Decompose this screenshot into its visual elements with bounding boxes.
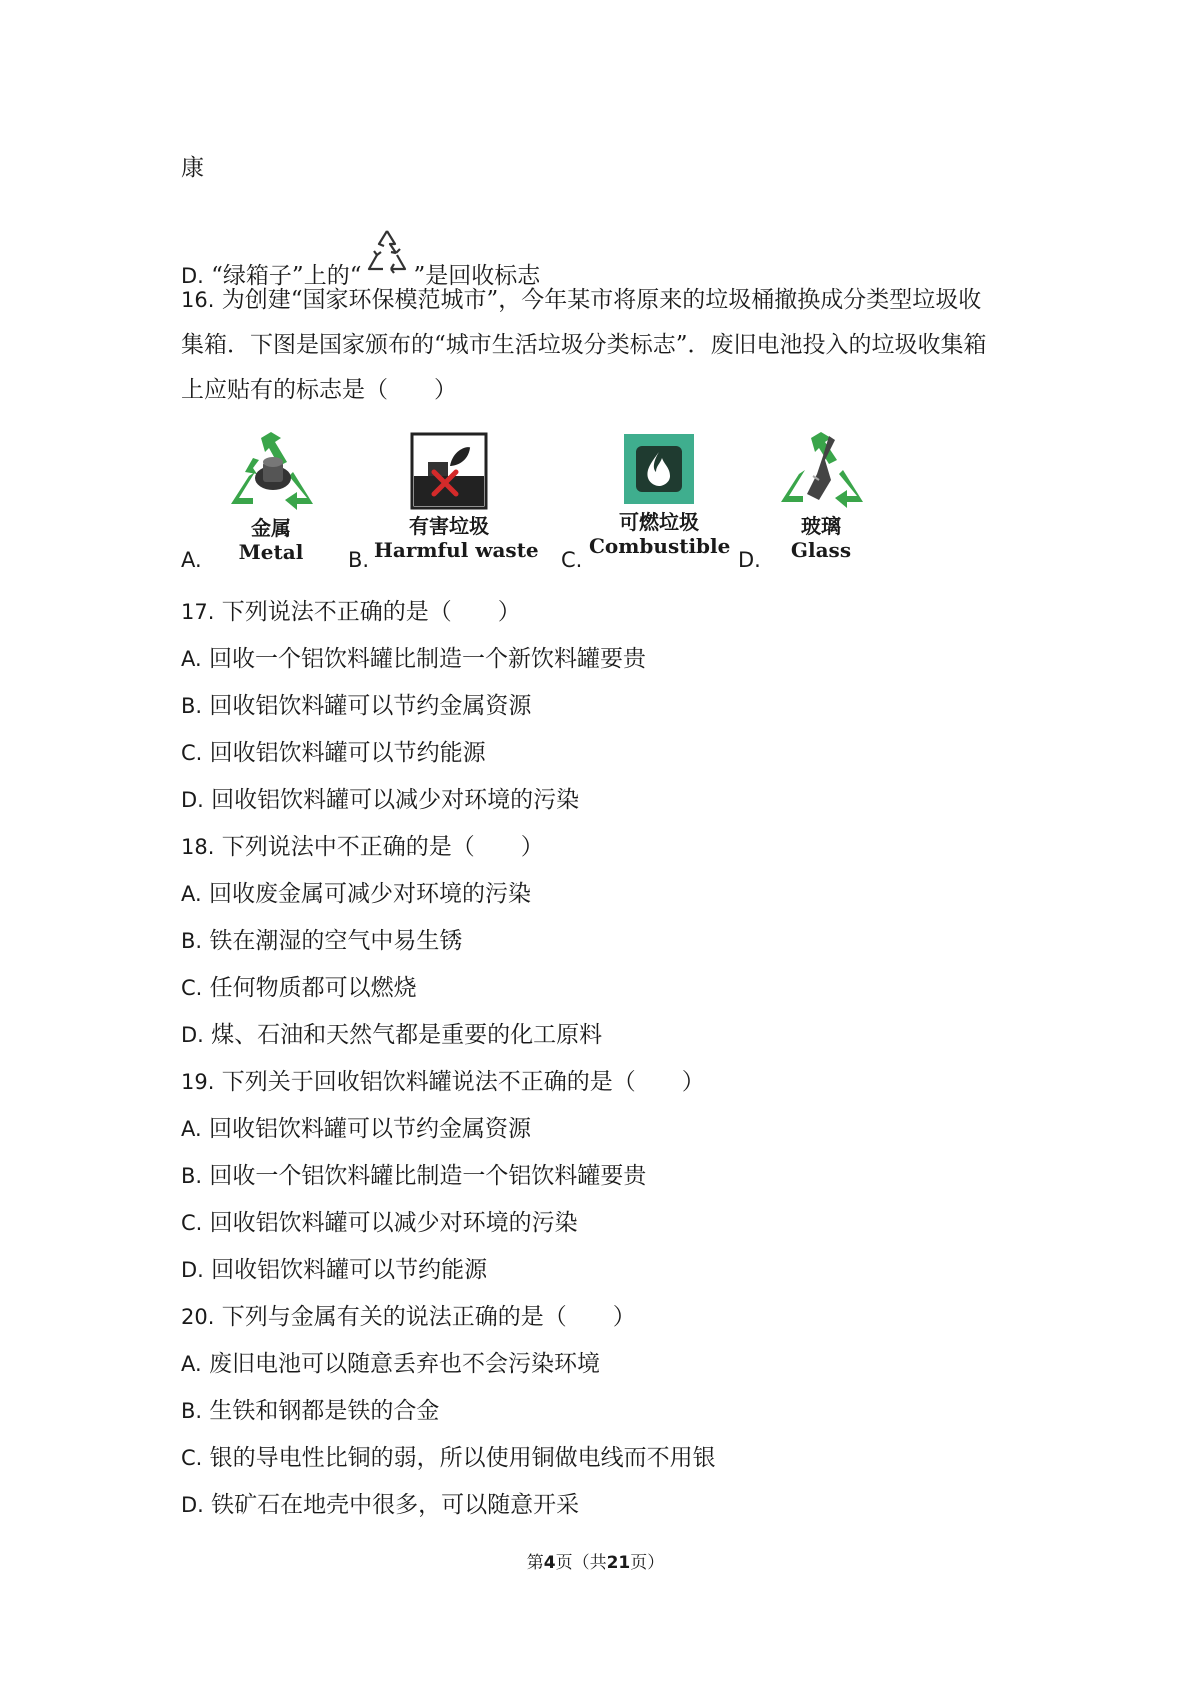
sign-label-en: Metal (238, 540, 304, 564)
option-letter: D. (181, 1493, 204, 1517)
q16-stem-line-2: 集箱．下图是国家颁布的“城市生活垃圾分类标志”．废旧电池投入的垃圾收集箱 (181, 332, 987, 358)
option-text: 铁矿石在地壳中很多，可以随意开采 (211, 1492, 580, 1518)
total-pages: 21 (606, 1553, 631, 1573)
q20-option-a (181, 1349, 600, 1379)
q20-stem (181, 1302, 636, 1332)
option-text: 任何物质都可以燃烧 (209, 975, 417, 1001)
q19-option-c (181, 1208, 578, 1238)
option-letter: C. (561, 548, 583, 572)
flame-icon (622, 432, 696, 506)
option-text: 回收铝饮料罐可以节约金属资源 (208, 1116, 531, 1142)
option-letter: B. (181, 929, 203, 953)
q18-option-d (181, 1020, 602, 1050)
footer-mid: 页（共 (555, 1553, 607, 1573)
option-letter: D. (181, 1258, 204, 1282)
question-stem: 下列关于回收铝饮料罐说法不正确的是（ ） (221, 1069, 705, 1095)
current-page: 4 (543, 1553, 556, 1573)
sign-metal (221, 432, 321, 564)
sign-label-en: Harmful waste (374, 538, 539, 562)
q18-option-b (181, 926, 462, 956)
option-letter: D. (181, 788, 204, 812)
q17-option-a (181, 644, 646, 674)
option-letter: B. (181, 1164, 203, 1188)
option-letter: C. (181, 741, 203, 765)
option-text: 煤、石油和天然气都是重要的化工原料 (211, 1022, 603, 1048)
option-letter: B. (181, 694, 203, 718)
option-text: 生铁和钢都是铁的合金 (209, 1398, 440, 1424)
option-letter: B. (348, 548, 370, 572)
option-text: 废旧电池可以随意丢弃也不会污染环境 (208, 1351, 600, 1377)
footer-pre: 第 (526, 1553, 544, 1573)
option-letter: A. (181, 1352, 202, 1376)
option-letter: C. (181, 976, 203, 1000)
question-stem: 下列说法不正确的是（ ） (221, 599, 521, 625)
question-stem: 下列与金属有关的说法正确的是（ ） (221, 1304, 636, 1330)
q19-option-b (181, 1161, 646, 1191)
sign-label-en: Combustible (589, 534, 731, 558)
sign-combustible (589, 432, 729, 558)
option-text: 回收铝饮料罐可以节约金属资源 (209, 693, 532, 719)
option-text: 回收废金属可减少对环境的污染 (208, 881, 531, 907)
option-text: 回收一个铝饮料罐比制造一个铝饮料罐要贵 (209, 1163, 647, 1189)
sign-glass (771, 430, 871, 562)
question-number: 18. (181, 835, 215, 859)
q17-stem (181, 597, 521, 627)
option-text: 回收铝饮料罐可以减少对环境的污染 (211, 787, 580, 813)
page-footer (0, 1548, 1191, 1573)
q20-option-d (181, 1490, 579, 1520)
option-text: 铁在潮湿的空气中易生锈 (209, 928, 463, 954)
q19-stem (181, 1067, 705, 1097)
sign-label-cn: 金属 (251, 516, 291, 540)
q20-option-c (181, 1443, 716, 1473)
sign-label-cn: 可燃垃圾 (619, 510, 699, 534)
option-letter: C. (181, 1211, 203, 1235)
option-letter: A. (181, 1117, 202, 1141)
option-text: 回收一个铝饮料罐比制造一个新饮料罐要贵 (208, 646, 646, 672)
option-letter: A. (181, 882, 202, 906)
q16-stem-line-3: 上应贴有的标志是（ ） (181, 377, 457, 403)
q20-option-b (181, 1396, 439, 1426)
text-fragment: 康 (181, 155, 204, 181)
q19-option-a (181, 1114, 531, 1144)
sign-label-cn: 玻璃 (801, 514, 841, 538)
q18-option-c (181, 973, 417, 1003)
option-letter: C. (181, 1446, 203, 1470)
question-number: 16. (181, 288, 215, 312)
q16-sign-options (181, 440, 881, 580)
option-letter: D. (181, 1023, 204, 1047)
sign-label-cn: 有害垃圾 (409, 514, 489, 538)
sign-harmful-waste (374, 432, 539, 562)
option-letter: A. (181, 548, 202, 572)
q16-stem-line-1 (181, 285, 981, 315)
metal-recycle-icon (223, 432, 319, 512)
q18-option-a (181, 879, 531, 909)
question-stem: 为创建“国家环保模范城市”，今年某市将原来的垃圾桶撤换成分类型垃圾收 (221, 287, 982, 313)
question-number: 19. (181, 1070, 215, 1094)
q17-option-c (181, 738, 486, 768)
option-text: 银的导电性比铜的弱，所以使用铜做电线而不用银 (209, 1445, 716, 1471)
recycle-icon (361, 225, 413, 277)
q18-stem (181, 832, 544, 862)
question-number: 17. (181, 600, 215, 624)
q19-option-d (181, 1255, 487, 1285)
q15-option-d (181, 237, 540, 291)
q17-option-d (181, 785, 579, 815)
option-letter: A. (181, 647, 202, 671)
option-text-post: ”是回收标志 (413, 263, 541, 289)
footer-post: 页） (630, 1553, 665, 1573)
option-text: 回收铝饮料罐可以节约能源 (211, 1257, 488, 1283)
option-text: 回收铝饮料罐可以节约能源 (209, 740, 486, 766)
harmful-waste-icon (410, 432, 488, 510)
glass-recycle-icon (773, 430, 869, 510)
option-text: 回收铝饮料罐可以减少对环境的污染 (209, 1210, 578, 1236)
q17-option-b (181, 691, 531, 721)
question-stem: 下列说法中不正确的是（ ） (221, 834, 544, 860)
option-letter: B. (181, 1399, 203, 1423)
option-letter: D. (181, 264, 204, 288)
option-text-pre: “绿箱子”上的“ (211, 263, 362, 289)
sign-label-en: Glass (790, 538, 852, 562)
question-number: 20. (181, 1305, 215, 1329)
option-letter: D. (738, 548, 761, 572)
